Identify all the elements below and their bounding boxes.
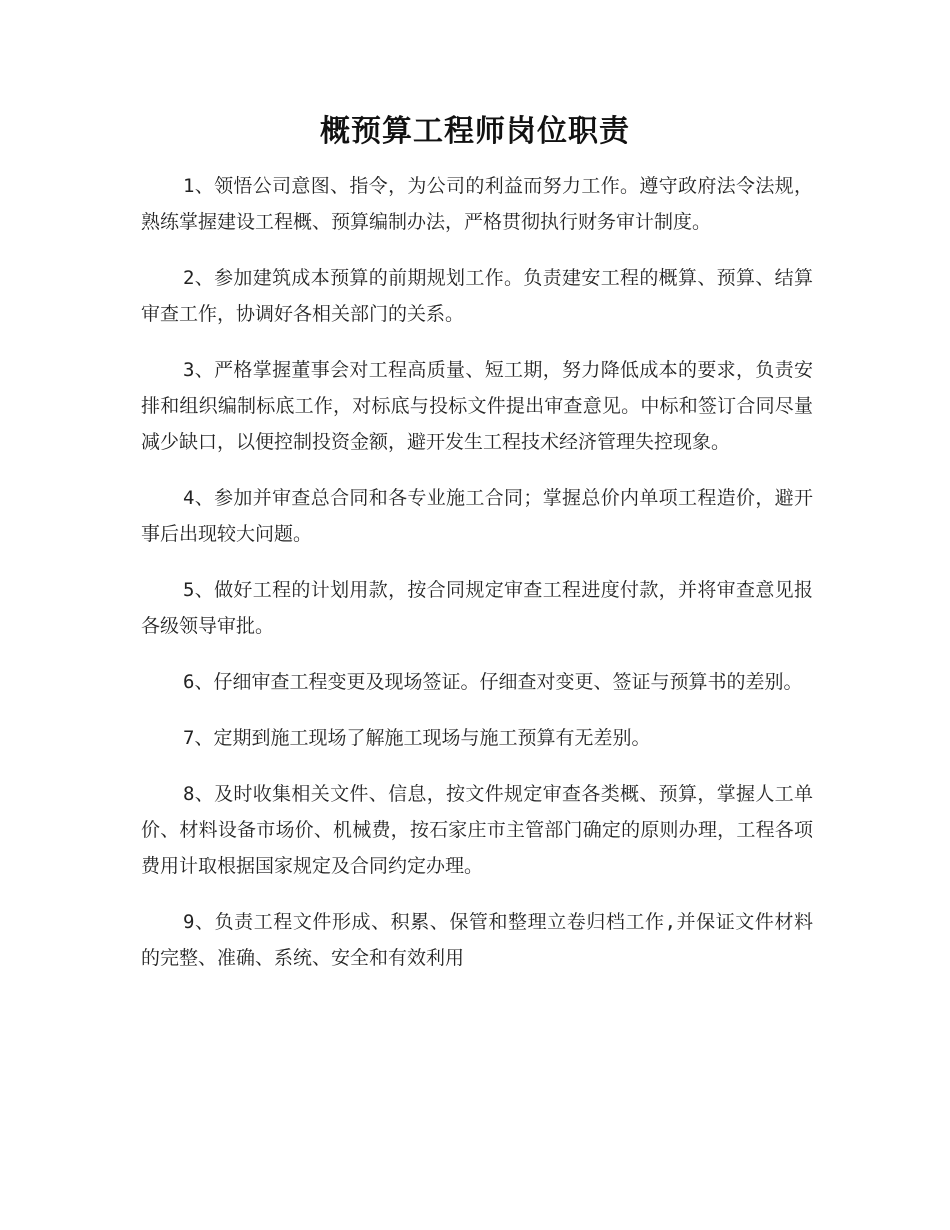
paragraph-7: 7、定期到施工现场了解施工现场与施工预算有无差别。 — [183, 727, 651, 749]
paragraph-9: 9、负责工程文件形成、积累、保管和整理立卷归档工作,并保证文件材料的完整、准确、系统、安全和有效利用 — [141, 911, 813, 969]
paragraph-2: 2、参加建筑成本预算的前期规划工作。负责建安工程的概算、预算、结算审查工作，协调好各相关部门的关系。 — [141, 267, 813, 325]
document-body — [141, 168, 813, 996]
document-title: 概预算工程师岗位职责 — [320, 114, 630, 149]
paragraph-5: 5、做好工程的计划用款，按合同规定审查工程进度付款，并将审查意见报各级领导审批。 — [141, 579, 813, 637]
paragraph-4: 4、参加并审查总合同和各专业施工合同；掌握总价内单项工程造价，避开事后出现较大问题。 — [141, 487, 813, 545]
paragraph-8: 8、及时收集相关文件、信息，按文件规定审查各类概、预算，掌握人工单价、材料设备市场价、机械费，按石家庄市主管部门确定的原则办理，工程各项费用计取根据国家规定及合同约定办理。 — [141, 783, 813, 877]
paragraph-6: 6、仔细审查工程变更及现场签证。仔细查对变更、签证与预算书的差别。 — [183, 671, 803, 693]
paragraph-3: 3、严格掌握董事会对工程高质量、短工期，努力降低成本的要求，负责安排和组织编制标底工作，对标底与投标文件提出审查意见。中标和签订合同尽量减少缺口，以便控制投资金额，避开发生工程技术经济管理失控现象。 — [141, 359, 813, 453]
paragraph-1: 1、领悟公司意图、指令，为公司的利益而努力工作。遵守政府法令法规，熟练掌握建设工程概、预算编制办法，严格贯彻执行财务审计制度。 — [141, 175, 813, 233]
